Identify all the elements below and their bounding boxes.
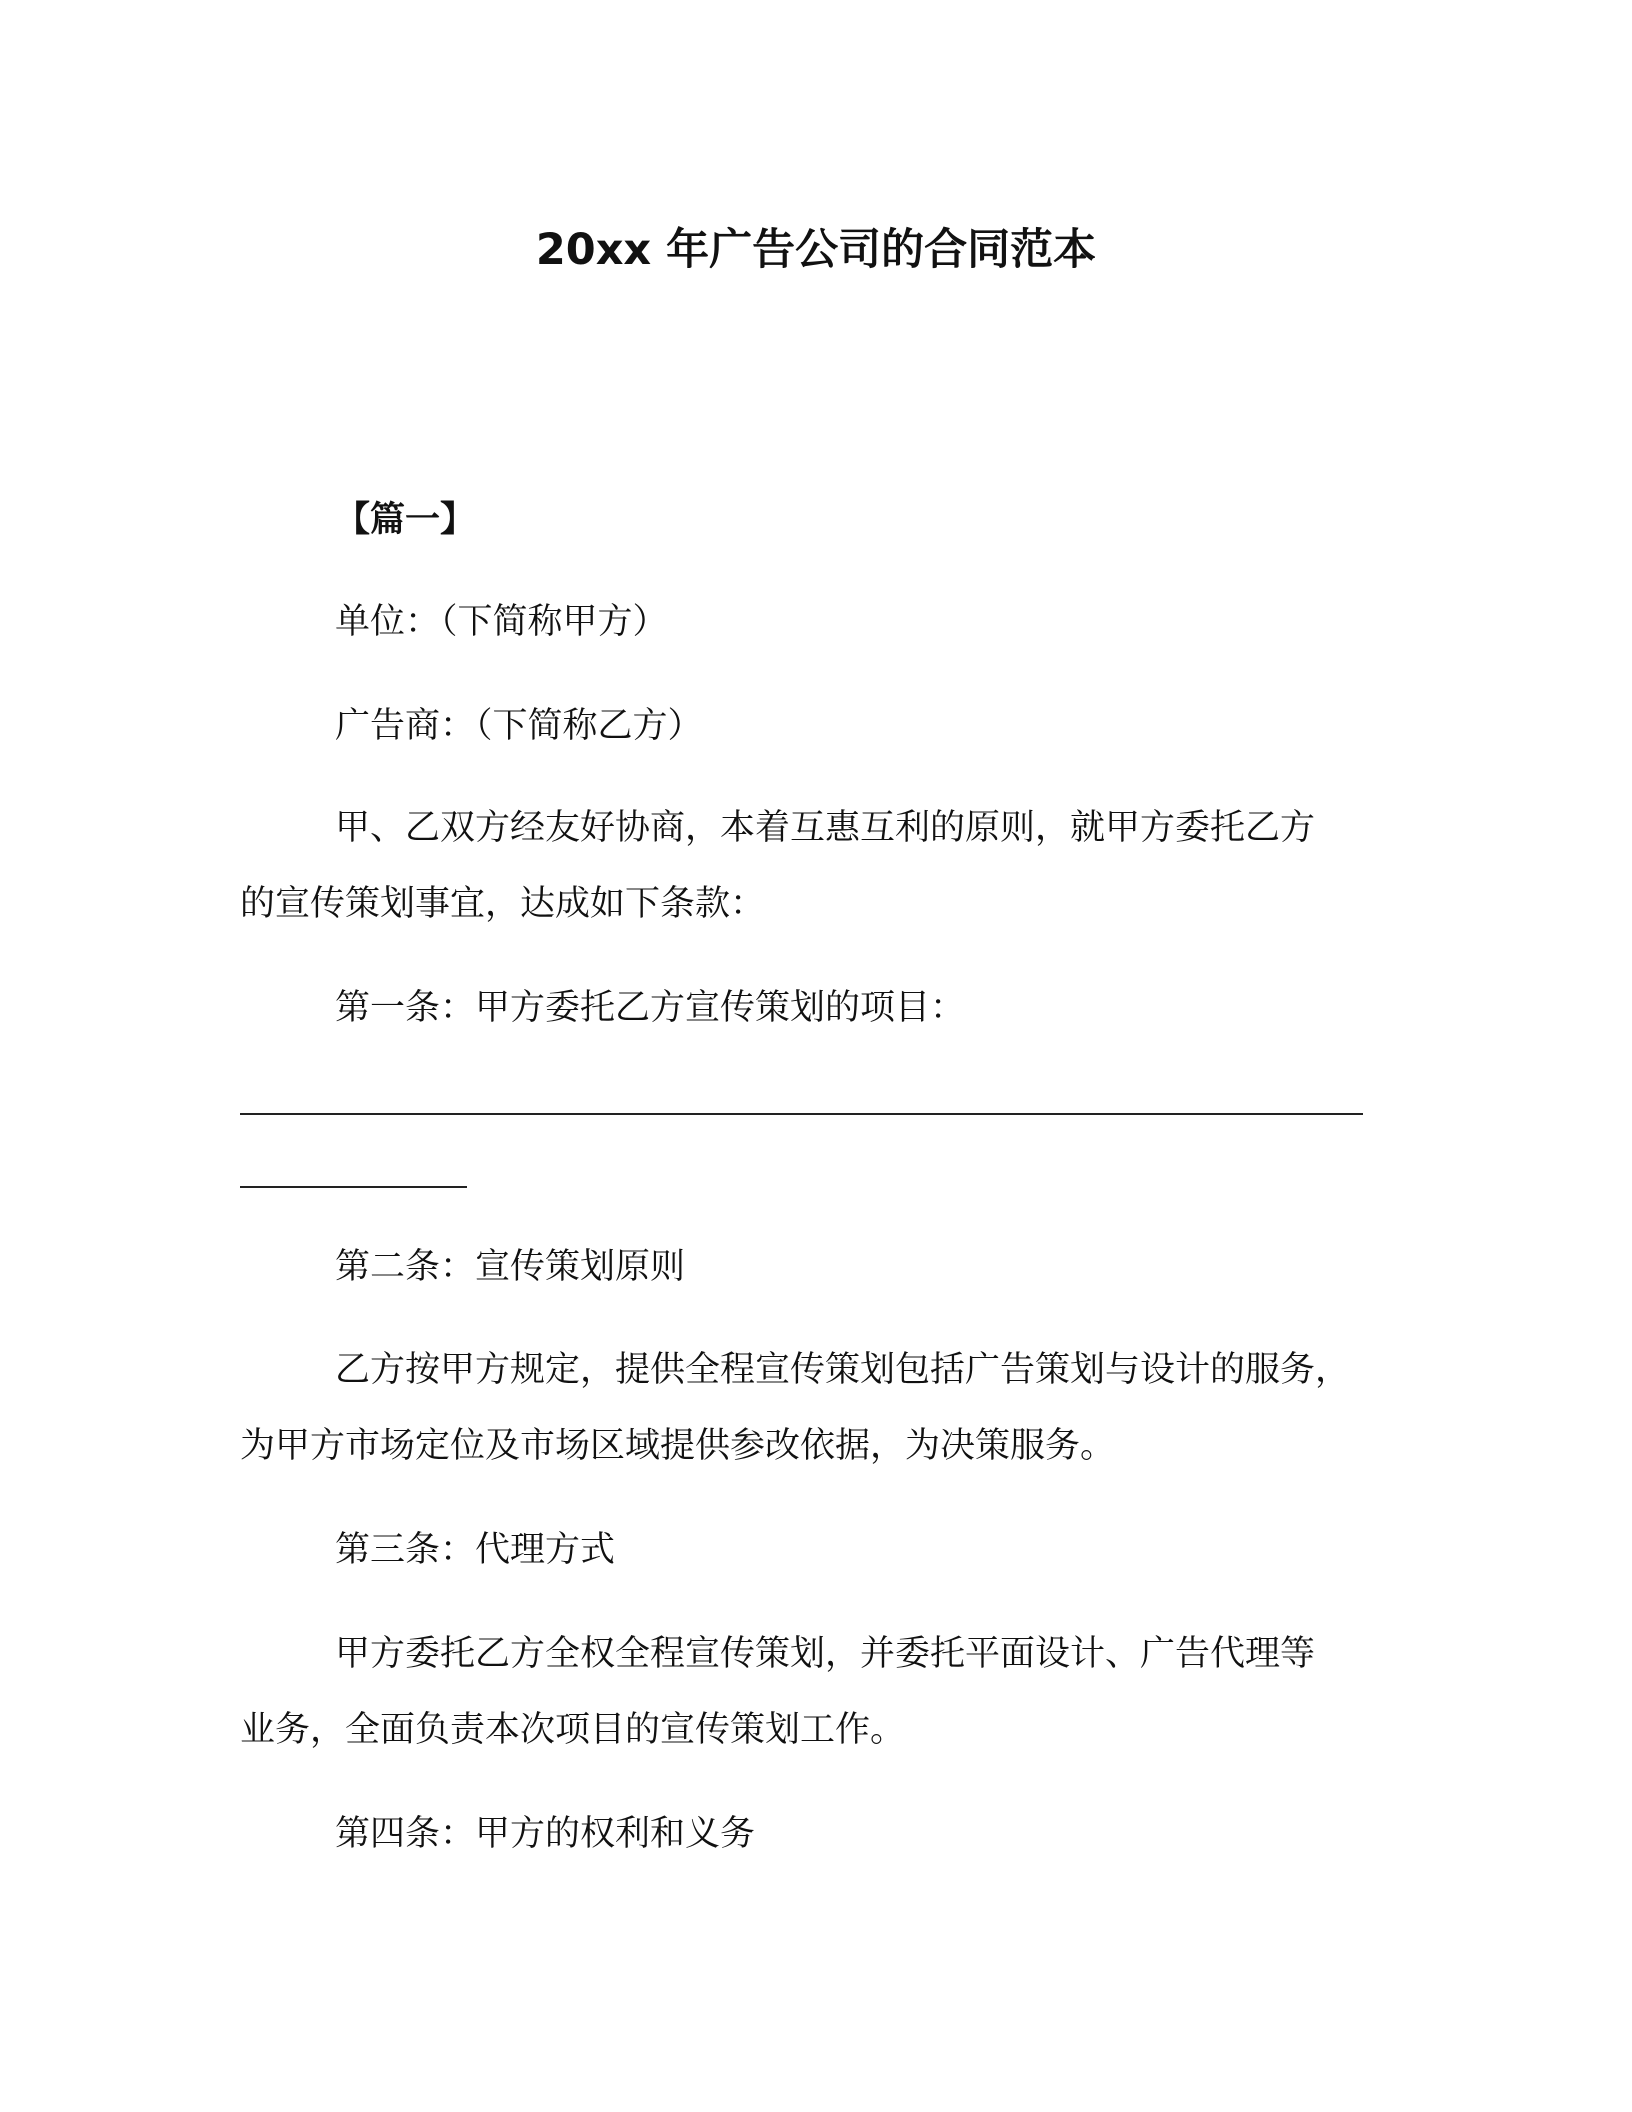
fill-in-blank-line-1 (240, 1113, 1363, 1115)
article-3-paragraph-line-2: 业务，全面负责本次项目的宣传策划工作。 (240, 1710, 906, 1750)
article-2-heading: 第二条：宣传策划原则 (335, 1247, 686, 1287)
article-4-heading: 第四条：甲方的权利和义务 (335, 1814, 756, 1854)
intro-paragraph-line-1: 甲、乙双方经友好协商，本着互惠互利的原则，就甲方委托乙方 (335, 808, 1316, 848)
intro-paragraph-line-2: 的宣传策划事宜，达成如下条款： (240, 884, 766, 924)
article-3-heading: 第三条：代理方式 (335, 1530, 616, 1570)
fill-in-blank-line-2 (240, 1186, 467, 1188)
document-title: 20xx 年广告公司的合同范本 (535, 225, 1097, 275)
article-1-heading: 第一条：甲方委托乙方宣传策划的项目： (335, 988, 966, 1028)
article-3-paragraph-line-1: 甲方委托乙方全权全程宣传策划，并委托平面设计、广告代理等 (335, 1634, 1316, 1674)
article-2-paragraph-line-2: 为甲方市场定位及市场区域提供参改依据，为决策服务。 (240, 1426, 1116, 1466)
section-label: 【篇一】 (335, 500, 476, 540)
article-2-paragraph-line-1: 乙方按甲方规定，提供全程宣传策划包括广告策划与设计的服务， (335, 1350, 1351, 1390)
party-b-line: 广告商：（下简称乙方） (335, 706, 703, 746)
party-a-line: 单位：（下简称甲方） (335, 602, 668, 642)
